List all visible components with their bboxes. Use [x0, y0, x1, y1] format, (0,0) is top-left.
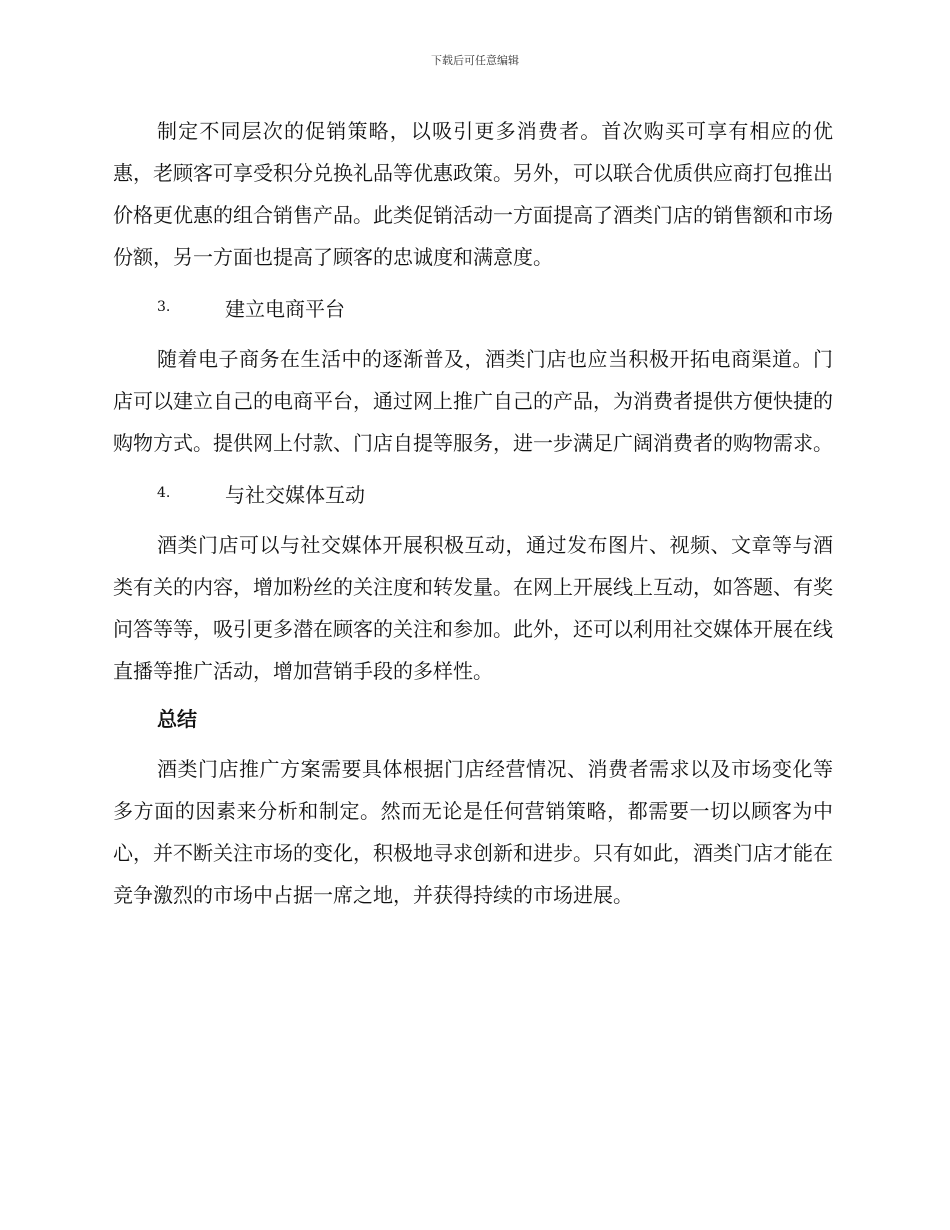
summary-title: 总结 — [157, 707, 197, 731]
section-4-paragraph: 酒类门店可以与社交媒体开展积极互动，通过发布图片、视频、文章等与酒类有关的内容，增加粉丝的关注度和转发量。在网上开展线上互动，如答题、有奖问答等等，吸引更多潜在顾客的关注和参加。此外，还可以利用社交媒体开展在线直播等推广活动，增加营销手段的多样性。 — [113, 533, 833, 683]
section-4-heading — [113, 478, 833, 508]
section-3-paragraph: 随着电子商务在生活中的逐渐普及，酒类门店也应当积极开拓电商渠道。门店可以建立自己的电商平台，通过网上推广自己的产品，为消费者提供方便快捷的购物方式。提供网上付款、门店自提等服务，进一步满足广阔消费者的购物需求。 — [113, 347, 833, 455]
summary-paragraph: 酒类门店推广方案需要具体根据门店经营情况、消费者需求以及市场变化等多方面的因素来分析和制定。然而无论是任何营销策略，都需要一切以顾客为中心，并不断关注市场的变化，积极地寻求创新和进步。只有如此，酒类门店才能在竞争激烈的市场中占据一席之地，并获得持续的市场进展。 — [113, 757, 833, 907]
section-3-number: 3. — [157, 299, 171, 315]
section-4-number: 4. — [157, 485, 171, 501]
section-3-title: 建立电商平台 — [225, 296, 345, 321]
section-3-heading — [113, 292, 833, 322]
intro-paragraph: 制定不同层次的促销策略，以吸引更多消费者。首次购买可享有相应的优惠，老顾客可享受积分兑换礼品等优惠政策。另外，可以联合优质供应商打包推出价格更优惠的组合销售产品。此类促销活动一方面提高了酒类门店的销售额和市场份额，另一方面也提高了顾客的忠诚度和满意度。 — [113, 119, 833, 269]
section-4-title: 与社交媒体互动 — [225, 482, 365, 507]
page-header: 下载后可任意编辑 — [431, 54, 519, 67]
document-body — [113, 110, 833, 916]
